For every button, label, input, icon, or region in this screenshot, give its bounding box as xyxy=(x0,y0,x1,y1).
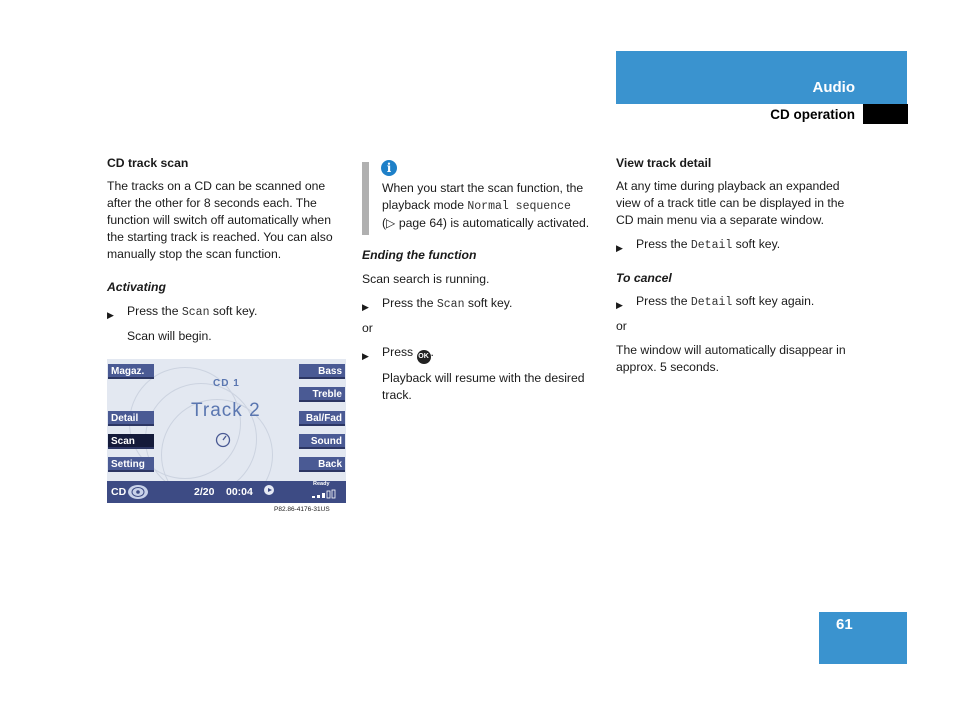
softkey-back[interactable]: Back xyxy=(299,457,345,472)
cd-disc-icon xyxy=(127,484,149,500)
text-line: The window will automatically disappear in xyxy=(616,343,846,357)
step-text: . xyxy=(430,345,434,359)
bullet-icon: ▶ xyxy=(616,243,623,253)
header-band xyxy=(616,51,907,104)
step-press-ok xyxy=(362,344,612,364)
softkey-scan[interactable]: Scan xyxy=(108,434,154,449)
softkey-bal-fad[interactable]: Bal/Fad xyxy=(299,411,345,426)
text-line: manually stop the scan function. xyxy=(107,247,282,261)
page-number: 61 xyxy=(836,616,853,633)
text-line: approx. 5 seconds. xyxy=(616,360,719,374)
softkey-magaz[interactable]: Magaz. xyxy=(108,364,154,379)
softkey-name: Scan xyxy=(181,306,210,319)
text-line: When you start the scan function, the xyxy=(382,181,584,195)
playback-mode-name: Normal sequence xyxy=(467,200,571,213)
heading-view-track-detail: View track detail xyxy=(616,156,712,170)
step-text: soft key again. xyxy=(732,294,815,308)
text-line: after the other for 8 seconds each. The xyxy=(107,196,317,210)
heading-activating: Activating xyxy=(107,280,166,294)
step-press-detail-again xyxy=(616,293,866,311)
text-line: The tracks on a CD can be scanned one xyxy=(107,179,326,193)
or-text: or xyxy=(362,321,373,335)
track-counter: 2/20 xyxy=(194,486,215,498)
text-line: At any time during playback an expanded xyxy=(616,179,840,193)
page-reference: (▷ page 64) is automatically activated. xyxy=(382,216,590,230)
step-text: Press the xyxy=(636,237,691,251)
subsection-marker xyxy=(863,104,908,124)
step-press-scan xyxy=(107,303,352,321)
resume-text xyxy=(362,370,612,404)
text-line: track. xyxy=(382,388,412,402)
page-number-band xyxy=(819,612,907,664)
or-text: or xyxy=(616,319,627,333)
heading-ending-function: Ending the function xyxy=(362,248,477,262)
step-text: Press xyxy=(382,345,417,359)
heading-to-cancel: To cancel xyxy=(616,271,672,285)
step-text: soft key. xyxy=(732,237,781,251)
scan-description xyxy=(107,178,352,263)
step-press-scan-stop xyxy=(362,295,612,313)
text-line: function will switch off automatically when xyxy=(107,213,331,227)
step-text: Press the xyxy=(636,294,691,308)
signal-strength-icon xyxy=(312,489,342,499)
step-text: Press the xyxy=(127,304,182,318)
column-2 xyxy=(362,247,612,404)
softkey-sound[interactable]: Sound xyxy=(299,434,345,449)
softkey-treble[interactable]: Treble xyxy=(299,387,345,402)
cd-number-label: CD 1 xyxy=(213,378,240,389)
softkey-setting[interactable]: Setting xyxy=(108,457,154,472)
source-label: CD xyxy=(111,486,127,498)
play-icon xyxy=(264,485,274,495)
text-line: playback mode xyxy=(382,198,468,212)
bullet-icon: ▶ xyxy=(616,300,623,310)
scan-timer-icon xyxy=(215,432,231,448)
text-line: the starting track is reached. You can also xyxy=(107,230,333,244)
softkey-bass[interactable]: Bass xyxy=(299,364,345,379)
softkey-detail[interactable]: Detail xyxy=(108,411,154,426)
softkey-name: Detail xyxy=(690,296,733,309)
status-bar xyxy=(107,481,346,503)
note-text xyxy=(382,180,612,232)
track-label: Track 2 xyxy=(191,400,261,421)
heading-cd-track-scan: CD track scan xyxy=(107,156,189,170)
text-line: CD main menu via a separate window. xyxy=(616,213,824,227)
subsection-title: CD operation xyxy=(770,107,855,122)
column-3 xyxy=(616,155,866,376)
step-press-detail xyxy=(616,236,866,254)
column-1 xyxy=(107,155,352,345)
bullet-icon: ▶ xyxy=(107,310,114,320)
bullet-icon: ▶ xyxy=(362,302,369,312)
text-line: view of a track title can be displayed in the xyxy=(616,196,845,210)
auto-close-text xyxy=(616,342,866,376)
info-icon: i xyxy=(381,160,397,176)
cd-display-screen xyxy=(107,359,346,503)
detail-description xyxy=(616,178,866,229)
play-time: 00:04 xyxy=(226,486,253,498)
step-result: Scan will begin. xyxy=(127,329,212,343)
note-bar xyxy=(362,162,369,235)
softkey-name: Scan xyxy=(436,298,465,311)
step-text: soft key. xyxy=(209,304,258,318)
bullet-icon: ▶ xyxy=(362,351,369,361)
ok-button-icon: OK xyxy=(417,350,431,364)
ready-label: Ready xyxy=(313,481,330,487)
step-text: soft key. xyxy=(464,296,513,310)
figure-code: P82.86-4176-31US xyxy=(274,506,330,513)
ending-intro: Scan search is running. xyxy=(362,272,490,286)
step-text: Press the xyxy=(382,296,437,310)
softkey-name: Detail xyxy=(690,239,733,252)
section-title: Audio xyxy=(812,79,855,96)
text-line: Playback will resume with the desired xyxy=(382,371,585,385)
